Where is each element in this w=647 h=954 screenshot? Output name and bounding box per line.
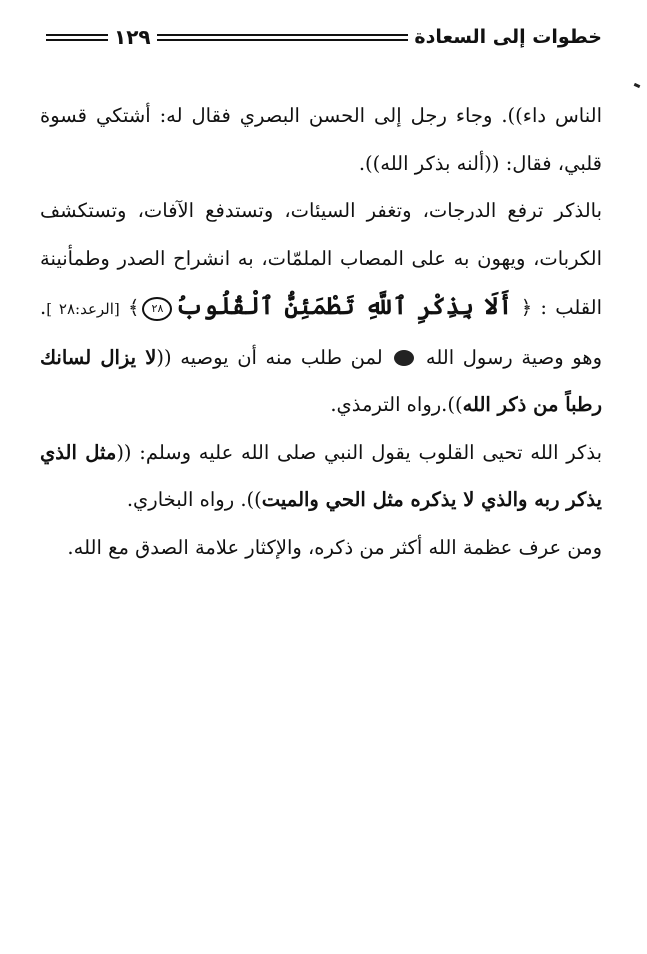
book-title: خطوات إلى السعادة (414, 26, 602, 48)
page-number: ١٢٩ (114, 25, 151, 49)
page-body (40, 92, 602, 571)
paragraph-text: )). رواه البخاري. (126, 488, 262, 511)
quran-verse: أَلَا بِذِكْرِ ٱللَّهِ تَطْمَئِنُّ ٱلْقُلُوبُ (175, 291, 513, 320)
verse-open-bracket: ﴿ (520, 296, 533, 319)
header-rule-end (46, 34, 108, 41)
paragraph-text: بذكر الله تحيى القلوب يقول النبي صلى الله عليه وسلم: (( (116, 440, 602, 464)
paragraph-1 (40, 92, 602, 187)
page-header (40, 22, 602, 52)
corner-mark (634, 83, 641, 88)
paragraph-text: بالذكر ترفع الدرجات، وتغفر السيئات، وتستدفع الآفات، وتستكشف الكربات، ويهون به على المصاب الملمّات، به انشراح الصدر وطمأنينة القلب : (40, 199, 603, 319)
paragraph-4 (40, 524, 602, 572)
hadith-text: مثل الذي يذكر ربه والذي لا يذكره مثل الحي والميت (40, 440, 602, 511)
paragraph-text: )).رواه الترمذي. (330, 393, 463, 416)
hadith-text: لا يزال لسانك رطباً من ذكر الله (40, 345, 602, 416)
verse-close-bracket: ﴾ (128, 296, 140, 319)
pbuh-ligature-icon (394, 350, 414, 366)
paragraph-text: الناس داء)). وجاء رجل إلى الحسن البصري فقال له: أشتكي قسوة قلبي، فقال: ((ألنه بذكر الله)). (40, 104, 602, 175)
ayah-number-marker: ٢٨ (142, 297, 172, 321)
paragraph-text: لمن طلب منه أن يوصيه (( (156, 345, 392, 369)
verse-reference: [الرعد:٢٨ ] (46, 300, 120, 318)
paragraph-text: . وهو وصية رسول الله (40, 296, 602, 369)
paragraph-2 (40, 187, 602, 429)
header-rule (157, 34, 409, 41)
paragraph-3 (40, 429, 602, 524)
paragraph-text: ومن عرف عظمة الله أكثر من ذكره، والإكثار علامة الصدق مع الله. (67, 535, 602, 559)
